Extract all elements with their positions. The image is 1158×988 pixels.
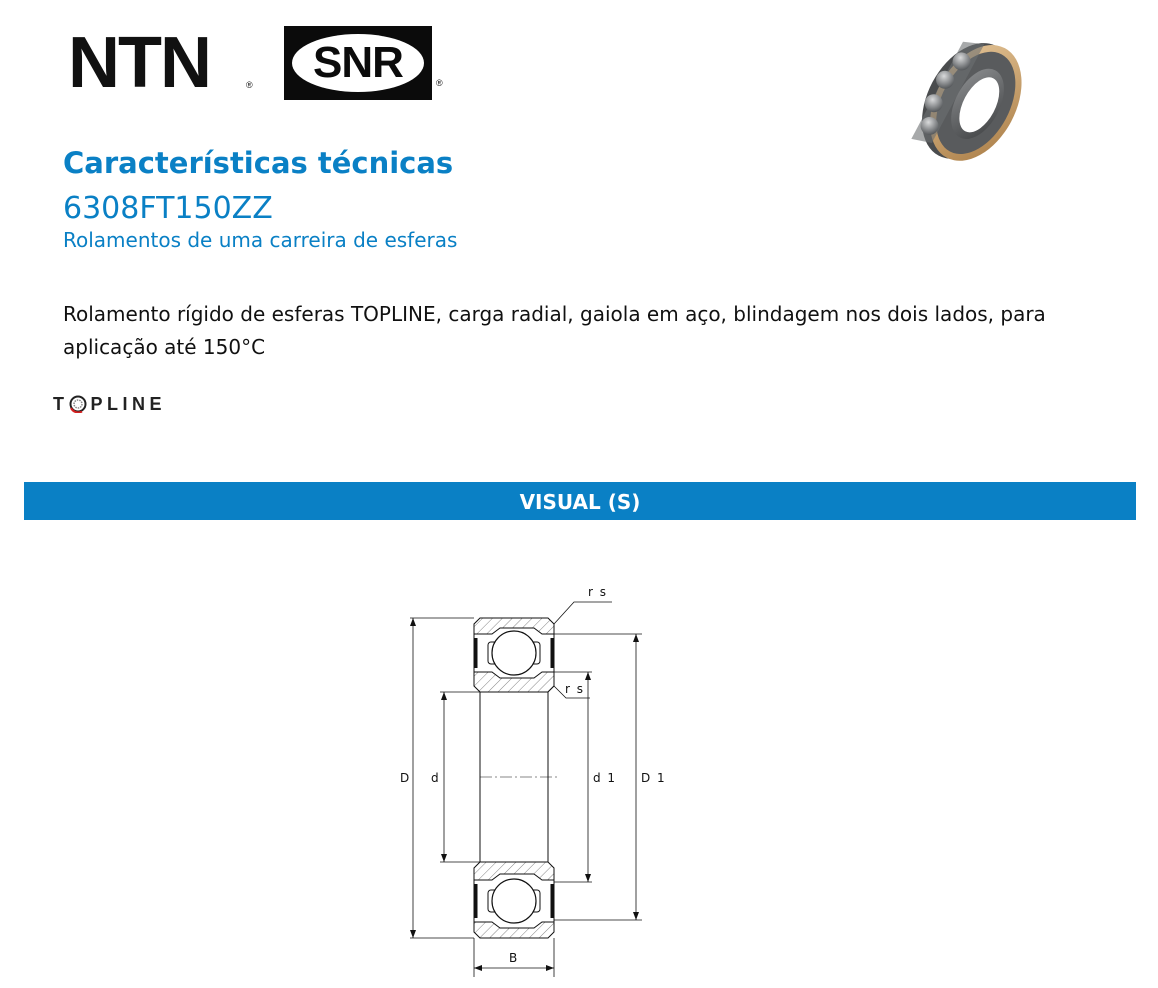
page-heading: Características técnicas xyxy=(63,146,454,180)
product-family: Rolamentos de uma carreira de esferas xyxy=(63,228,458,252)
ntn-logo: NTN xyxy=(68,23,210,103)
ntn-registered-mark: ® xyxy=(246,80,253,90)
topline-logo-rest: PLINE xyxy=(90,394,167,414)
bearing-3d-icon xyxy=(896,20,1036,180)
label-D1: D 1 xyxy=(641,771,667,785)
label-d1: d 1 xyxy=(593,771,617,785)
ball-top xyxy=(492,631,536,675)
product-description: Rolamento rígido de esferas TOPLINE, carga radial, gaiola em aço, blindagem nos dois lados, para aplicação até 150°C xyxy=(63,302,1046,359)
section-title-bar: VISUAL (S) xyxy=(24,482,1136,520)
label-rs-top: r s xyxy=(588,585,608,599)
inner-ring-bottom xyxy=(474,862,554,880)
topline-bearing-icon xyxy=(69,395,87,413)
product-reference: 6308FT150ZZ xyxy=(63,191,273,226)
snr-registered-mark: ® xyxy=(436,78,443,88)
topline-logo xyxy=(53,394,166,420)
ball-bottom xyxy=(492,879,536,923)
snr-logo xyxy=(284,26,432,100)
bearing-cross-section-drawing xyxy=(380,572,740,982)
label-d: d xyxy=(431,771,441,785)
label-rs-mid: r s xyxy=(565,682,585,696)
snr-logo-text: SNR xyxy=(313,38,403,87)
outer-ring-bottom xyxy=(474,922,554,938)
label-D: D xyxy=(400,771,411,785)
label-B: B xyxy=(509,951,519,965)
topline-logo-letter-t: T xyxy=(53,394,69,414)
